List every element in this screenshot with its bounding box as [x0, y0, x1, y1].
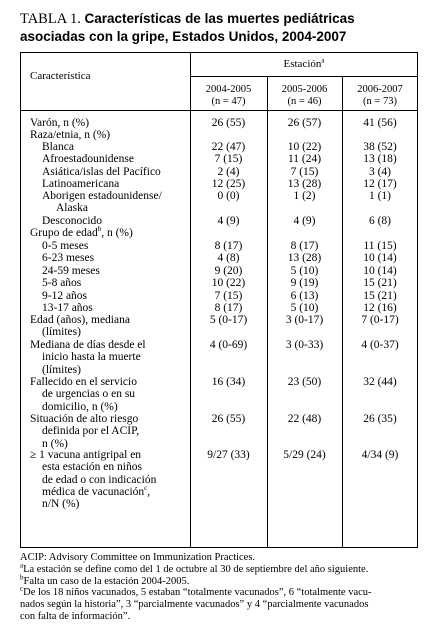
header-bottom-rule: [20, 110, 418, 111]
cell-value: 9/27 (33): [207, 449, 250, 461]
cell-value: 1 (2): [293, 190, 316, 202]
title-text-2: asociadas con la gripe, Estados Unidos, 2004-2007: [20, 29, 347, 44]
row-label: Latinoamericana: [42, 178, 120, 190]
row-label: Asiática/islas del Pacífico: [42, 166, 161, 178]
column-season: 2006-2007: [357, 84, 403, 95]
row-label: n (%): [42, 437, 68, 450]
cell-value: 13 (28): [287, 178, 322, 190]
cell-value: 26 (35): [363, 413, 397, 425]
cell-value: 7 (0-17): [361, 314, 399, 326]
row-label: domicilio, n (%): [42, 400, 118, 413]
column-n: (n = 46): [287, 96, 322, 107]
row-label: de urgencias o en su: [42, 388, 136, 401]
row-label: 13-17 años: [42, 302, 93, 314]
row-label: (límites): [42, 326, 81, 339]
title-text-1: Características de las muertes pediátricas: [84, 11, 355, 26]
cell-value: 0 (0): [217, 190, 240, 202]
row-label: [30, 227, 133, 239]
table-title: [20, 10, 420, 45]
row-label: 0-5 meses: [42, 240, 89, 252]
header-station-label: Estación: [283, 58, 322, 70]
row-label: 24-59 meses: [42, 265, 100, 277]
cell-value: 9 (20): [214, 265, 243, 277]
cell-value: 16 (34): [211, 376, 246, 388]
row-label: Desconocido: [42, 215, 103, 227]
cell-value: 4 (9): [293, 215, 316, 227]
row-label: Situación de alto riesgo: [30, 413, 139, 425]
cell-value: 38 (52): [363, 141, 397, 153]
cell-value: 41 (56): [363, 117, 397, 129]
footnote-mark: b: [97, 225, 102, 234]
cell-value: 26 (55): [211, 117, 246, 129]
column-season: 2004-2005: [205, 84, 252, 95]
row-label: n/N (%): [42, 498, 80, 511]
cell-value: 5 (0-17): [209, 314, 248, 326]
cell-value: 3 (0-17): [285, 314, 324, 326]
row-label: Edad (años), mediana: [30, 314, 130, 326]
row-label: 6-23 meses: [42, 252, 95, 264]
cell-value: 3 (0-33): [285, 339, 324, 351]
row-label: Mediana de días desde el: [30, 339, 146, 351]
cell-value: 8 (17): [214, 240, 243, 252]
cell-value: 12 (25): [211, 178, 246, 190]
row-label-text: médica de vacunación: [42, 485, 145, 498]
cell-value: 10 (22): [211, 277, 246, 289]
row-label: de edad o con indicación: [42, 473, 157, 486]
cell-value: 11 (24): [287, 153, 322, 165]
row-label: Blanca: [42, 141, 74, 153]
row-label: Alaska: [56, 202, 88, 215]
row-label: Afroestadounidense: [42, 153, 134, 165]
row-label: Varón, n (%): [30, 117, 90, 129]
footnote-c-text-1: De los 18 niños vacunados, 5 estaban “totalmente vacunados”, 6 “totalmente vacu-: [23, 587, 372, 599]
row-label: (límites): [42, 363, 81, 376]
header-station-footnote-mark: a: [321, 56, 325, 65]
cell-value: 10 (22): [287, 141, 322, 153]
cell-value: 12 (17): [363, 178, 397, 190]
cell-value: 8 (17): [290, 240, 319, 252]
footnote-a-mark: a: [20, 561, 24, 570]
footnote-b-mark: b: [20, 573, 24, 582]
row-label: [42, 486, 150, 498]
footnote-b-text: Falta un caso de la estación 2004-2005.: [23, 575, 190, 587]
cell-value: 5 (10): [290, 265, 319, 277]
row-label: inicio hasta la muerte: [42, 351, 141, 364]
cell-value: 6 (8): [368, 215, 392, 227]
footnote-a: [20, 561, 430, 576]
row-label-text: Grupo de edad: [30, 227, 98, 239]
column-n: (n = 73): [363, 96, 397, 107]
cell-value: 4 (0-69): [209, 339, 248, 351]
cell-value: 7 (15): [214, 153, 243, 165]
cell-value: 13 (28): [287, 252, 322, 264]
footnote-a-text: La estación se define como del 1 de octubre al 30 de septiembre del año siguiente.: [23, 563, 369, 575]
footnote-c-cont-1: nados según la historia”, 3 “parcialmente vacunados” y 4 “parcialmente vacunados: [20, 599, 369, 611]
cell-value: 13 (18): [363, 153, 397, 165]
column-n: (n = 47): [211, 96, 246, 107]
row-label: Aborigen estadounidense/: [42, 190, 162, 202]
cell-value: 7 (15): [214, 290, 243, 302]
cell-value: 10 (14): [363, 252, 397, 264]
row-label: 5-8 años: [42, 277, 82, 289]
cell-value: 11 (15): [363, 240, 397, 252]
footnote-acip: ACIP: Advisory Committee on Immunization Practices.: [20, 552, 256, 563]
cell-value: 15 (21): [363, 290, 397, 302]
cell-value: 4/34 (9): [361, 449, 399, 461]
header-characteristic: Característica: [30, 70, 91, 82]
footnote-c: [20, 584, 430, 599]
cell-value: 7 (15): [290, 166, 319, 178]
cell-value: 26 (55): [211, 413, 246, 425]
title-line-1: [20, 10, 420, 28]
cell-value: 22 (47): [211, 141, 246, 153]
cell-value: 23 (50): [287, 376, 322, 388]
column-header-3: [342, 84, 418, 108]
column-header-2: [267, 84, 342, 108]
cell-value: 4 (0-37): [361, 339, 399, 351]
cell-value: 32 (44): [363, 376, 397, 388]
cell-value: 15 (21): [363, 277, 397, 289]
row-label: esta estación en niños: [42, 461, 142, 474]
station-rule: [190, 76, 418, 77]
table-number: TABLA 1.: [20, 11, 81, 27]
cell-value: 22 (48): [287, 413, 322, 425]
cell-value: 5 (10): [290, 302, 319, 314]
cell-value: 26 (57): [287, 117, 322, 129]
row-label: definida por el ACIP,: [42, 425, 140, 438]
footnote-c-cont-2: con falta de información”.: [20, 610, 131, 622]
column-header-1: [190, 84, 267, 108]
cell-value: 3 (4): [368, 166, 392, 178]
header-station: [190, 58, 418, 70]
cell-value: 9 (19): [290, 277, 319, 289]
cell-value: 2 (4): [217, 166, 240, 178]
cell-value: 4 (8): [217, 252, 240, 264]
cell-value: 4 (9): [217, 215, 240, 227]
row-label: ≥ 1 vacuna antigripal en: [30, 449, 142, 461]
footnotes: [20, 552, 430, 623]
cell-value: 1 (1): [368, 190, 392, 202]
cell-value: 8 (17): [214, 302, 243, 314]
column-season: 2005-2006: [281, 84, 328, 95]
cell-value: 6 (13): [290, 290, 319, 302]
row-label: 9-12 años: [42, 290, 88, 302]
footnote-c-mark: c: [20, 584, 24, 593]
footnote-mark: c: [144, 484, 148, 493]
row-label: Raza/etnia, n (%): [30, 129, 111, 141]
cell-value: 10 (14): [363, 265, 397, 277]
row-label-text: , n (%): [101, 227, 133, 239]
row-label-text: ,: [147, 485, 151, 498]
row-label: Fallecido en el servicio: [30, 376, 137, 388]
footnote-b: [20, 573, 430, 588]
cell-value: 5/29 (24): [283, 449, 326, 461]
cell-value: 12 (16): [363, 302, 397, 314]
